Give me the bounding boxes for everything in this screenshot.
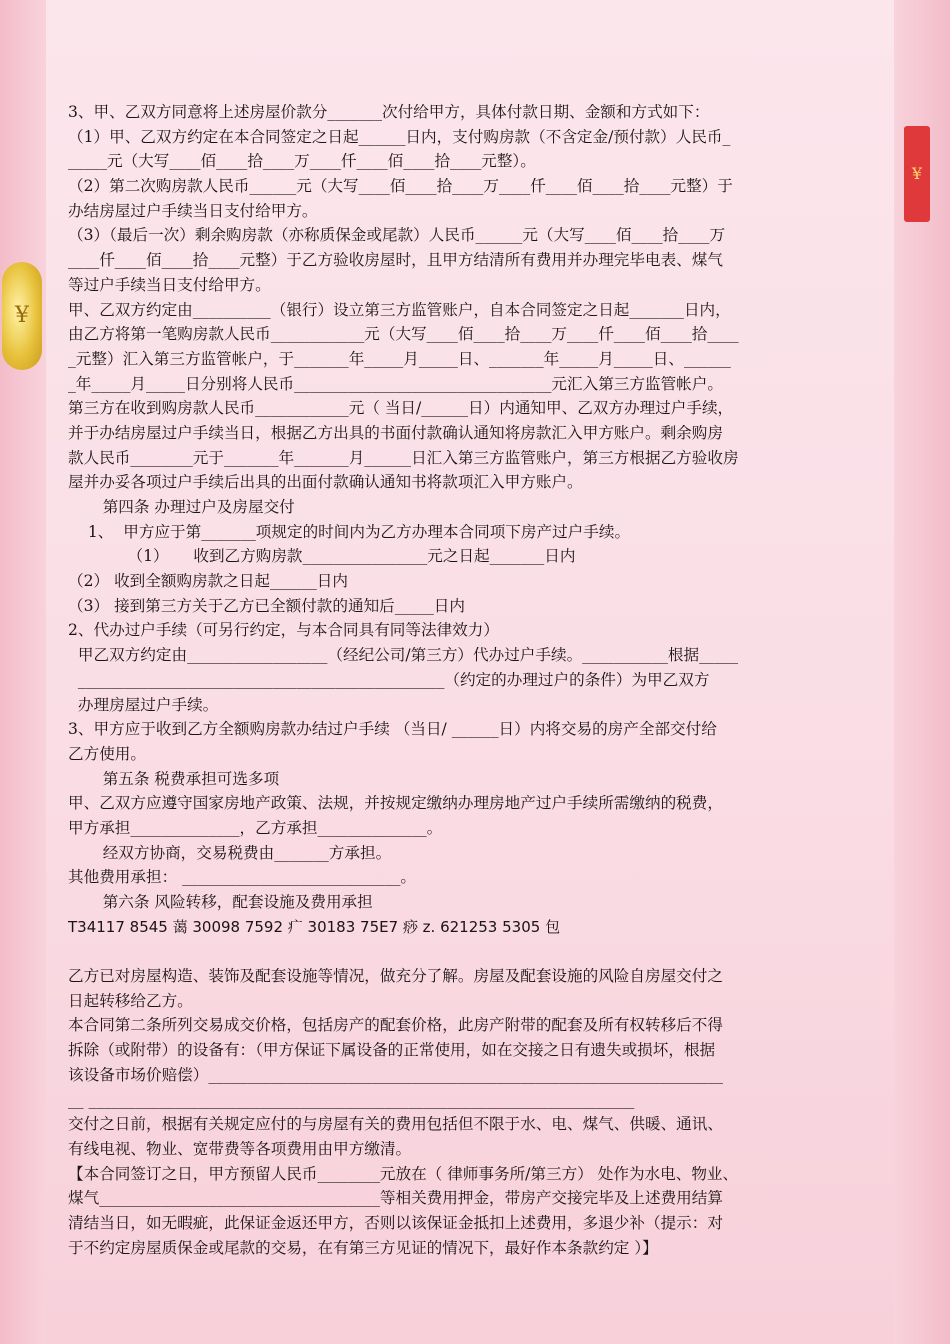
gold-coin-icon: ¥ [2,262,42,370]
text-line: __ ______________________________________________________________________ [68,1090,635,1109]
text-line: 甲、乙双方约定由__________（银行）设立第三方监管账户，自本合同签定之日起_______日内， [68,300,731,319]
text-line: 拆除（或附带）的设备有：（甲方保证下属设备的正常使用，如在交接之日有遗失或损坏，根据 [68,1041,716,1060]
text-line: （3）（最后一次）剩余购房款（亦称质保金或尾款）人民币______元（大写____佰____拾____万 [68,226,726,245]
text-line: 第四条 办理过户及房屋交付 [68,498,295,516]
text-line: 乙方使用。 [68,744,146,763]
text-line: （2）第二次购房款人民币______元（大写____佰____拾____万____仟____佰____拾____元整）于 [68,177,733,196]
text-line: _______________________________________________（约定的办理过户的条件）为甲乙双方 [68,670,710,689]
text-line: 交付之日前，根据有关规定应付的与房屋有关的费用包括但不限于水、电、煤气、供暖、通讯、 [68,1115,723,1134]
text-line: 由乙方将第一笔购房款人民币____________元（大写____佰____拾____万____仟____佰____拾____ [68,325,739,344]
text-line: 有线电视、物业、宽带费等各项费用由甲方缴清。 [68,1139,412,1158]
text-line: 3、甲方应于收到乙方全额购房款办结过户手续 （当日/ ______日）内将交易的房产全部交付给 [68,720,717,739]
text-line: （1） 收到乙方购房款________________元之日起_______日内 [68,547,576,566]
text-line: 3、甲、乙双方同意将上述房屋价款分_______次付给甲方，具体付款日期、金额和方式如下： [68,103,710,121]
text-line: 第五条 税费承担可选多项 [68,769,280,788]
text-line: 1、 甲方应于第_______项规定的时间内为乙方办理本合同项下房产过户手续。 [68,522,631,541]
text-line: 煤气____________________________________等相关费用押金，带房产交接完毕及上述费用结算 [68,1189,723,1208]
text-line: 第三方在收到购房款人民币____________元（ 当日/______日）内通知甲、乙双方办理过户手续， [68,399,734,418]
text-line: T34117 8545 蔼 30098 7592 疒 30183 75E7 痧 z. 621253 5305 包 [68,917,561,936]
text-line: 清结当日，如无暇疵，此保证金返还甲方，否则以该保证金抵扣上述费用，多退少补（提示：对 [68,1213,723,1232]
text-line: 办理房屋过户手续。 [68,695,219,714]
text-line: 款人民币________元于_______年_______月______日汇入第三方监管账户，第三方根据乙方验收房 [68,448,739,467]
text-line: 本合同第二条所列交易成交价格，包括房产的配套价格，此房产附带的配套及所有权转移后不得 [68,1016,723,1035]
text-line: 经双方协商，交易税费由_______方承担。 [68,843,392,862]
text-line: （1）甲、乙双方约定在本合同签定之日起______日内，支付购房款（不含定金/预付款）人民币_ [68,127,731,146]
text-line: _年_____月_____日分别将人民币_________________________________元汇入第三方监管帐户。 [68,374,723,393]
text-line: _____元（大写____佰____拾____万____仟____佰____拾____元整）。 [68,152,536,171]
text-line: 第六条 风险转移，配套设施及费用承担 [68,893,373,911]
text-line: 日起转移给乙方。 [68,991,193,1010]
text-line: （2） 收到全额购房款之日起______日内 [68,572,348,591]
text-line: 办结房屋过户手续当日支付给甲方。 [68,201,318,220]
text-line: 2、代办过户手续（可另行约定，与本合同具有同等法律效力） [68,621,499,640]
text-line [68,939,884,964]
text-line: 于不约定房屋质保金或尾款的交易，在有第三方见证的情况下，最好作本条款约定 ）】 [68,1238,658,1257]
text-line: ____仟____佰____拾____元整）于乙方验收房屋时，且甲方结清所有费用并办理完毕电表、煤气 [68,251,723,270]
text-line: 屋并办妥各项过户手续后出具的出面付款确认通知书将款项汇入甲方账户。 [68,473,583,492]
contract-text [68,100,884,1260]
text-line: 【本合同签订之日，甲方预留人民币________元放在（ 律师事务所/第三方） 处作为水电、物业、 [68,1164,739,1183]
text-line: 甲、乙双方应遵守国家房地产政策、法规，并按规定缴纳办理房地产过户手续所需缴纳的税费， [68,794,723,813]
red-envelope-icon: ¥ [904,126,930,222]
text-line: 并于办结房屋过户手续当日，根据乙方出具的书面付款确认通知将房款汇入甲方账户。剩余购房 [68,423,723,442]
background-left [0,0,46,1344]
text-line: 甲方承担______________，乙方承担______________。 [68,818,443,837]
text-line: 其他费用承担： ____________________________。 [68,868,417,887]
text-line: 甲乙双方约定由__________________（经纪公司/第三方）代办过户手续。___________根据_____ [68,646,739,665]
text-line: （3） 接到第三方关于乙方已全额付款的通知后_____日内 [68,596,465,615]
text-line: _元整）汇入第三方监管帐户，于_______年_____月_____日、_______年_____月_____日、______ [68,349,731,368]
text-line: 等过户手续当日支付给甲方。 [68,275,271,294]
text-line: 该设备市场价赔偿）__________________________________________________________________ [68,1065,723,1084]
text-line: 乙方已对房屋构造、装饰及配套设施等情况，做充分了解。房屋及配套设施的风险自房屋交付之 [68,967,723,986]
